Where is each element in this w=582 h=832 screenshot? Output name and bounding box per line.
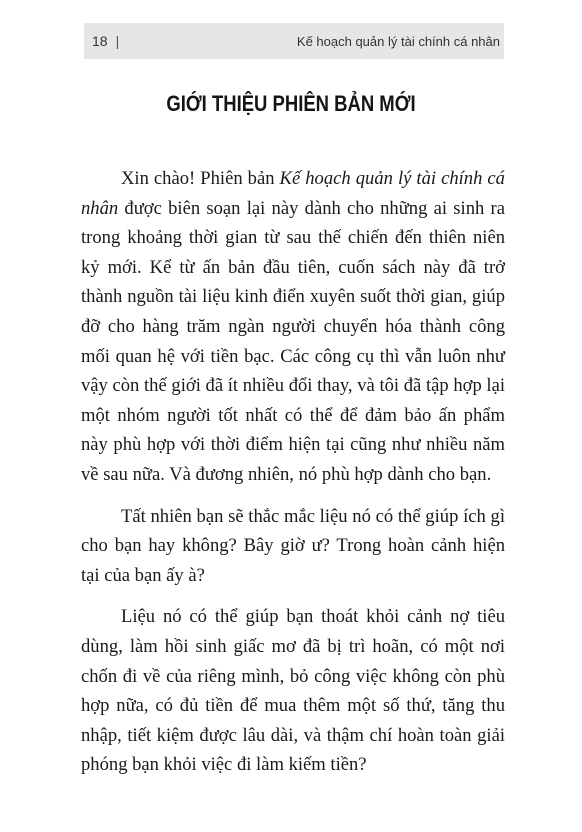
book-title: Kế hoạch quản lý tài chính cá nhân bbox=[81, 168, 505, 219]
running-header bbox=[84, 23, 504, 59]
chapter-title: GIỚI THIỆU PHIÊN BẢN MỚI bbox=[166, 90, 416, 116]
header-separator: | bbox=[115, 33, 120, 49]
page-number: 18 bbox=[92, 33, 108, 49]
paragraph-question: Tất nhiên bạn sẽ thắc mắc liệu nó có thể giúp ích gì cho bạn hay không? Bây giờ ư? Trong hoàn cảnh hiện tại của bạn ấy à? bbox=[81, 505, 505, 586]
paragraph-benefits: Liệu nó có thể giúp bạn thoát khỏi cảnh nợ tiêu dùng, làm hồi sinh giấc mơ đã bị trì hoãn, có một nơi chốn đi về của riêng mình, bỏ công việc không còn phù hợp nữa, có đủ tiền để mua thêm một số thứ, tăng thu nhập, tiết kiệm được lâu dài, và thậm chí hoàn toàn giải phóng bạn khỏi việc đi làm kiếm tiền? bbox=[81, 606, 505, 776]
running-title: Kế hoạch quản lý tài chính cá nhân bbox=[296, 33, 500, 49]
body-text bbox=[81, 164, 505, 792]
paragraph-intro bbox=[81, 164, 505, 490]
paragraph-intro-rest: được biên soạn lại này dành cho những ai sinh ra trong khoảng thời gian từ sau thế chiến đến thiên niên kỷ mới. Kể từ ấn bản đầu tiên, cuốn sách này đã trở thành nguồn tài liệu kinh điển xuyên suốt thời gian, giúp đỡ cho hàng trăm ngàn người chuyển hóa thành công mối quan hệ với tiền bạc. Các công cụ thì vẫn luôn như vậy còn thế giới đã ít nhiều đổi thay, và tôi đã tập hợp lại một nhóm người tốt nhất có thể để đảm bảo ấn phẩm này phù hợp với thời điểm hiện tại cũng như nhiều năm về sau nữa. Và đương nhiên, nó phù hợp dành cho bạn. bbox=[81, 197, 505, 485]
paragraph-intro-lead: Xin chào! Phiên bản bbox=[121, 168, 280, 189]
